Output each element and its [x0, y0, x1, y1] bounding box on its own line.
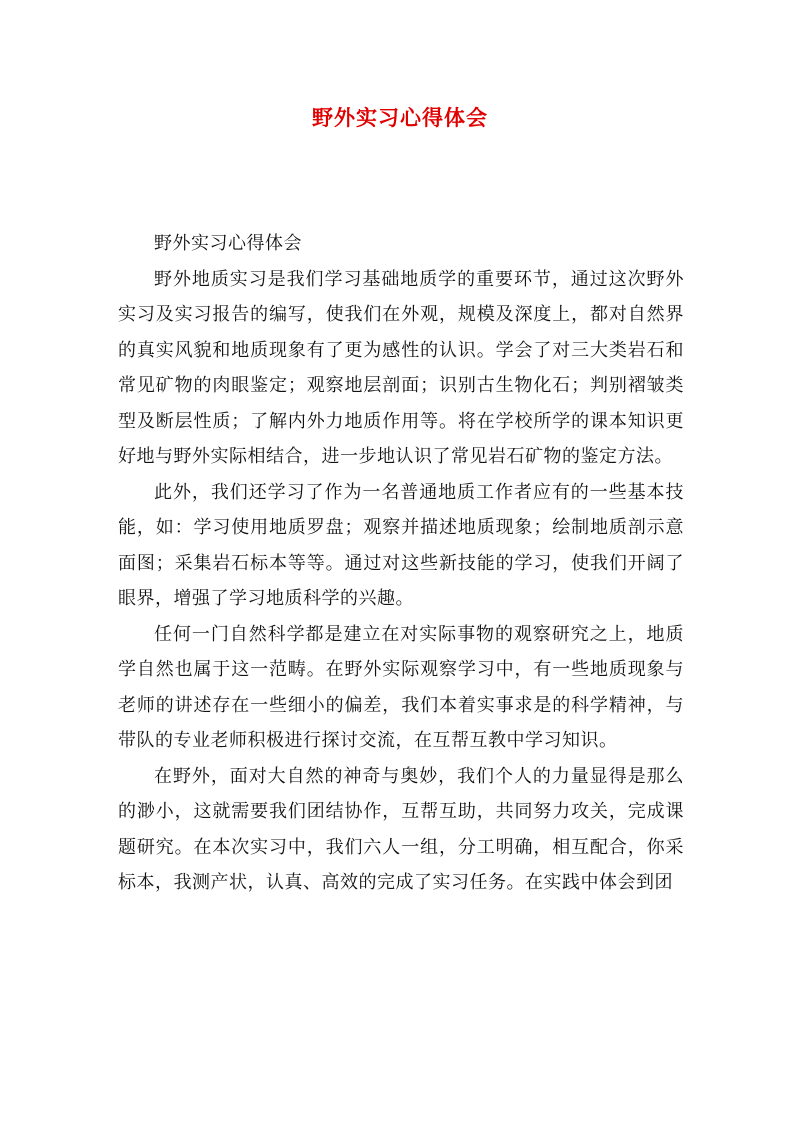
- paragraph-1: 野外地质实习是我们学习基础地质学的重要环节，通过这次野外实习及实习报告的编写，使我们在外观，规模及深度上，都对自然界的真实风貌和地质现象有了更为感性的认识。学会了对三大类岩石和常见矿物的肉眼鉴定；观察地层剖面；识别古生物化石；判别褶皱类型及断层性质；了解内外力地质作用等。将在学校所学的课本知识更好地与野外实际相结合，进一步地认识了常见岩石矿物的鉴定方法。: [118, 268, 684, 467]
- document-title: 野外实习心得体会: [312, 105, 488, 130]
- document-body: [118, 226, 684, 901]
- paragraph-2: 此外，我们还学习了作为一名普通地质工作者应有的一些基本技能，如：学习使用地质罗盘；观察并描述地质现象；绘制地质剖示意面图；采集岩石标本等等。通过对这些新技能的学习，使我们开阔了眼界，增强了学习地质科学的兴趣。: [118, 481, 684, 609]
- paragraph-4: 在野外，面对大自然的神奇与奥妙，我们个人的力量显得是那么的渺小，这就需要我们团结协作，互帮互助，共同努力攻关，完成课题研究。在本次实习中，我们六人一组，分工明确，相互配合，你采标本，我测产状，认真、高效的完成了实习任务。在实践中体会到团: [118, 765, 684, 893]
- paragraph-3: 任何一门自然科学都是建立在对实际事物的观察研究之上，地质学自然也属于这一范畴。在野外实际观察学习中，有一些地质现象与老师的讲述存在一些细小的偏差，我们本着实事求是的科学精神，与带队的专业老师积极进行探讨交流，在互帮互教中学习知识。: [118, 623, 684, 751]
- document-subtitle: 野外实习心得体会: [154, 233, 302, 254]
